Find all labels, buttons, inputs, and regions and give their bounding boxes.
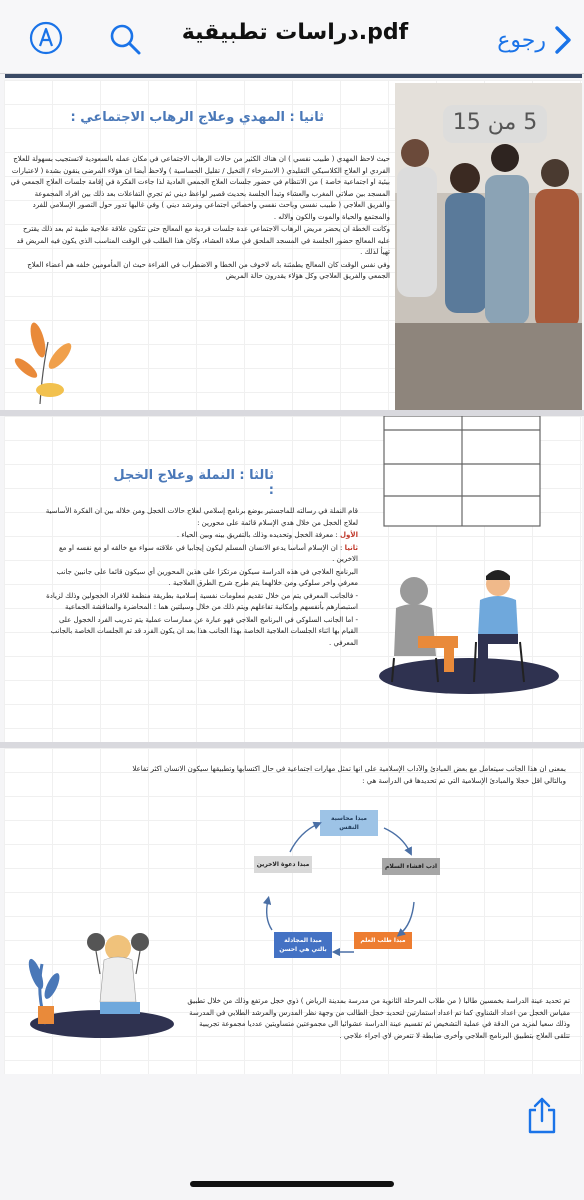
cycle-node-inviting-others: مبدا دعوة الاخرين [254,856,312,873]
pdf-page-2[interactable] [4,416,582,742]
first-axis-text: : معرفة الخجل وتحديده وذلك بالتفريق بينه وبين الحياء . [176,531,338,539]
counseling-illustration [374,566,564,706]
document-title: دراسات تطبيقية.pdf [181,20,409,45]
cycle-node-good-argument: مبدا المجادلة بالتي هي احسن [274,932,332,958]
share-button[interactable] [524,1096,560,1136]
paragraph [44,543,358,566]
page3-intro: بمعنى ان هذا الجانب سيتعامل مع بعض المبادئ والآداب الإسلامية على انها تمثل مهارات اجتماعية في حال اكتسابها وتطبيقها سيكون الانسان اكثر تفاعلا وبالتالي اقل خجلا والمبادئ الإسلامية التي تم تحديدها في الدراسة هي : [132,765,566,785]
cycle-node-self-accountability: مبدا محاسبة النفس [320,810,378,836]
pen-markup-icon [29,21,63,55]
share-icon [524,1096,560,1136]
second-axis-text: : ان الإسلام أساسا يدعو الانسان المسلم ليكون إيجابيا في علاقته سواء مع خالقه او مع نفسه او مع الاخرين . [58,543,358,563]
pdf-page-1[interactable] [4,80,582,410]
back-button[interactable] [478,22,574,58]
markup-button[interactable] [28,20,64,56]
search-icon [108,22,142,56]
cycle-node-spreading-greetings: ادب افشاء السلام [382,858,440,875]
group-therapy-photo [395,83,582,410]
page1-heading: ثانيا : المهدي وعلاج الرهاب الاجتماعي : [70,110,324,125]
second-axis-label: ثانيا [344,543,358,552]
paragraph [44,530,358,542]
page2-heading: ثالثا : النملة وعلاج الخجل : [113,468,274,498]
leaf-decoration-icon [10,312,80,408]
page2-body [44,506,358,650]
paragraph: وكانت الخطة ان يحضر مريض الرهاب الاجتماعي عدة جلسات فردية مع المعالج حتى تتكون علاقة علاجية طيبة ثم بعد ذلك يقترح عليه المعالج حضور الجلسة في المسجد الملحق في صلاة العشاء، وكان هذا الطلب في الوقت المناسب الذي يكون فيه المريض قد تهيأ لذلك . [16,225,390,256]
paragraph: حيث لاحظ المهدي ( طبيب نفسي ) ان هناك الكثير من حالات الرهاب الاجتماعي في مكان عمله بالسعودية لاتستجيب بسهولة للعلاج الفردي او العلاج الكلاسيكي التقليدي ( الاسترخاء / التخيل / تقليل الحساسية ) ولاحظ أيضا ان هؤلاء المرضى ينقون بشدة ( لاعتبارات بيئية او اجتماعية خاصة ) من الانتظام في حضور جلسات العلاج الجمعي العادية لذا جاءت الفكرة في إقامة جلسات العلاج الجمعي في المسجد بين صلاتي المغرب والعشاء وتبدأ الجلسة بحديث قصير لواعظ ديني ثم تجري التفاعلات بعد ذلك بين افراد المجموعة والفريق العلاجي ( طبيب نفسي وباحث نفسي واخصائي اجتماعي ومرشد ديني ) وفي غالبها تدور حول التصور الإسلامي للفرد والمجتمع والحياة والموت والكون والاله . [10,155,390,221]
chevron-right-icon [552,25,574,55]
paragraph: قام النملة في رسالته للماجستير بوضع برنامج إسلامي لعلاج حالات الخجل ومن خلاله بين ان الفكرة الأساسية لعلاج الخجل من خلال هدي الإسلام قائمة على محورين : [45,507,358,527]
paragraph: - فالجانب المعرفي يتم من خلال تقديم معلومات نفسية إسلامية بطريقة منظمة للافراد الخجولين وذلك لزيادة استبصارهم بأنفسهم وإمكانية تفاعلهم ويتم ذلك من خلال وسيلتين هما : المحاضرة والمناقشة الجماعية [46,591,358,611]
table-grid-decoration [382,416,542,528]
first-axis-label: الأول [339,531,358,539]
cycle-node-seeking-knowledge: مبدا طلب العلم [354,932,412,949]
search-button[interactable] [106,20,144,58]
page-indicator: 5 من 15 [443,105,547,143]
page3-closing: تم تحديد عينة الدراسة بخمسين طالبا ( من طلاب المرحلة الثانوية من مدرسة بمدينة الرياض ) ذوي خجل مرتفع وذلك من خلال تطبيق مقياس الخجل من اعداد الشناوي كما تم اعداد استمارتين لتحديد خجل الطالب من وجهة نظر المدرس والمرشد الطلابي في المدرسة وذلك سعيا لمزيد من الدقة في عملية التشخيص ثم تقسيم عينة الدراسة عشوائيا الى مجموعتين متساويتين عدديا مجموعة تجريبية تتلقى العلاج بتطبيق البرنامج العلاجي وأخرى ضابطة لا تتعرض لاي اجراء علاجي . [187,997,570,1040]
navigation-bar [0,0,584,74]
home-indicator[interactable] [190,1181,394,1187]
paragraph: - اما الجانب السلوكي في البرنامج العلاجي فهو عبارة عن ممارسات عملية يتم تدريب الفرد الخجول على القيام بها اثناء الجلسات العلاجية الخاصة بهذا الجانب هذا بعد ان يكون الفرد قد تم الجلسات الخاصة بالجانب المعرفي . [50,615,358,647]
shy-girl-illustration [16,924,176,1042]
pdf-page-3[interactable] [4,748,582,1074]
page1-body [10,154,390,284]
paragraph: وفي نفس الوقت كان المعالج يطمئنة بانه لاخوف من الخطا و الاضطراب في القراءة حيث ان المأمومين خلفه هم أعضاء العلاج الجمعي والفريق العلاجي وكل هؤلاء يقدرون حالة المريض [27,260,390,280]
paragraph: البرنامج العلاجي في هذه الدراسة سيكون مرتكزا على هذين المحورين أي سيكون قائما على جانبين جانب معرفي واخر سلوكي ومن خلالهما يتم طرح شرح الطرق العلاجية . [56,567,358,587]
back-label: رجوع [497,27,546,53]
cycle-arrows [244,804,444,974]
progress-divider [5,74,582,78]
